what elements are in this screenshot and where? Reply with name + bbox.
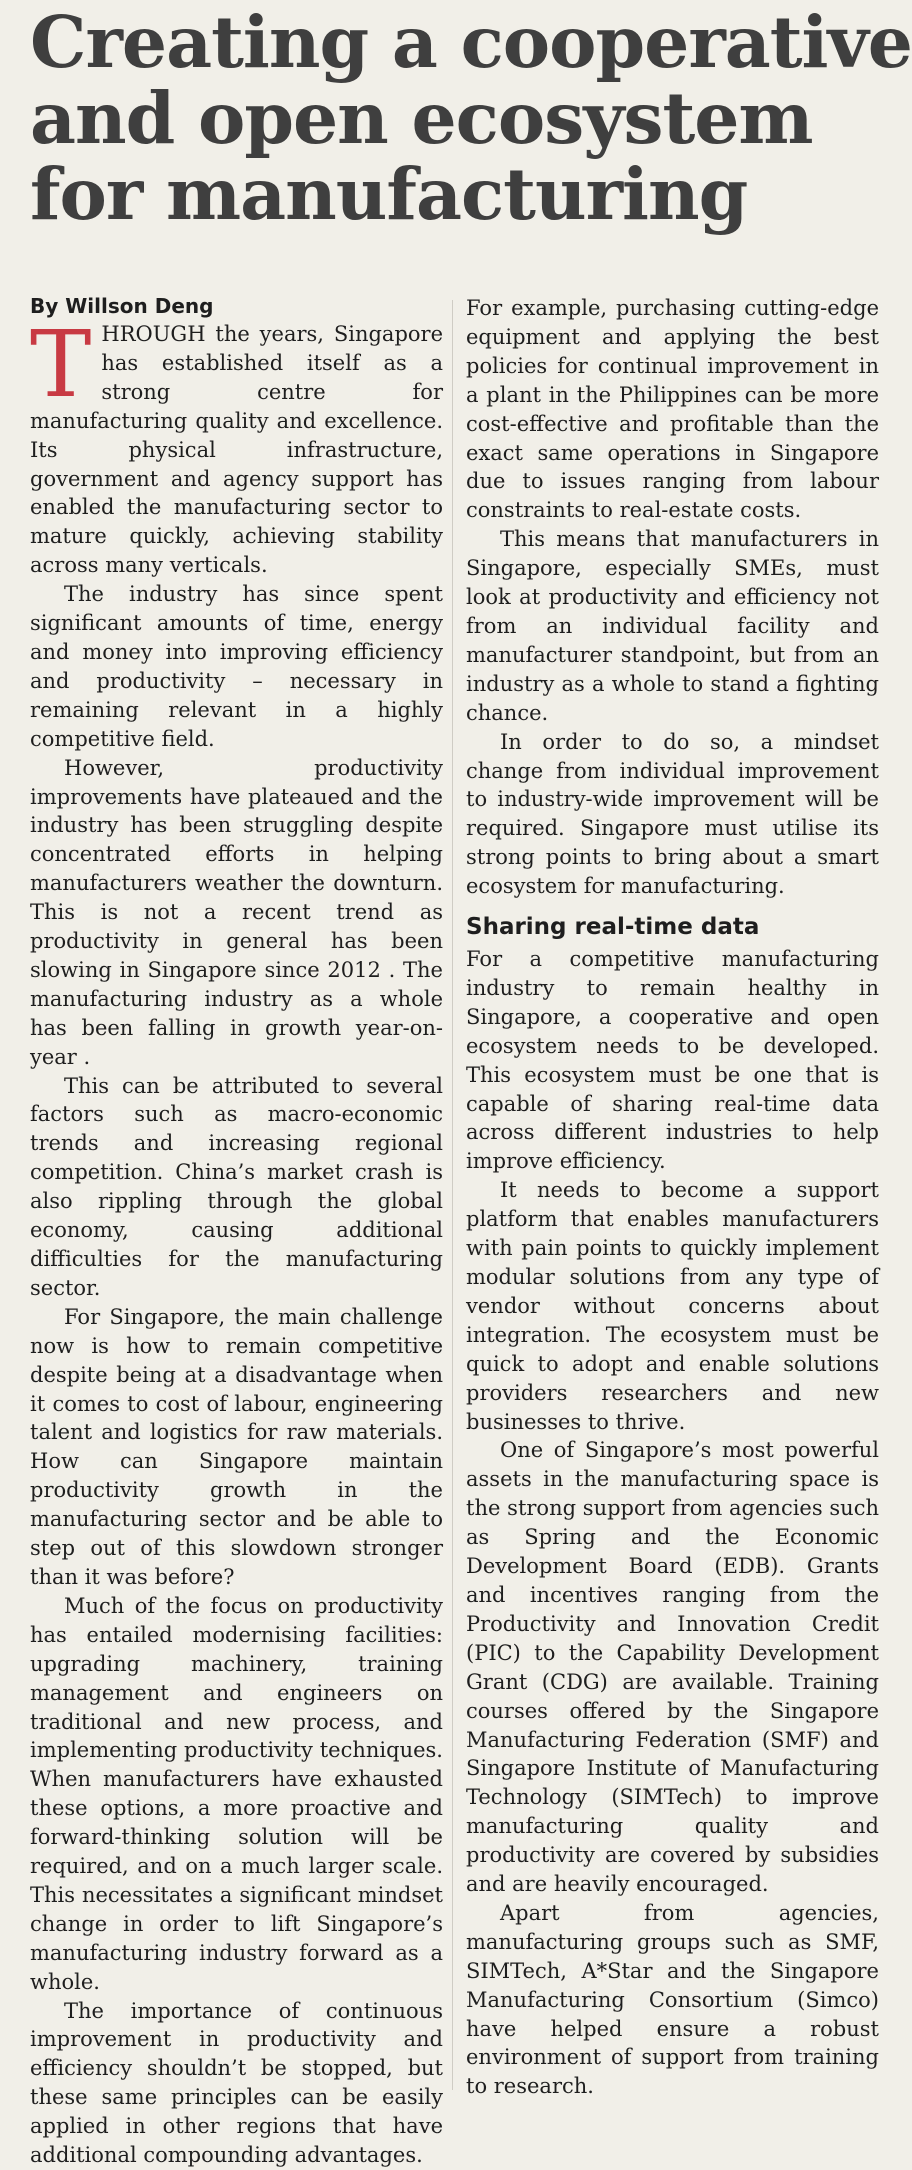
column-divider [452, 300, 453, 2090]
paragraph: For example, purchasing cutting-edge equipment and applying the best policies for continual improvement in a plant in the Philippines can be more cost-effective and profitable than the exact same operations in Singapore due to issues ranging from labour constraints to real-estate costs. [466, 296, 879, 523]
section-subhead: Sharing real-time data [466, 914, 760, 941]
paragraph: One of Singapore’s most powerful assets in the manufacturing space is the strong support from agencies such as Spring and the Economic Development Board (EDB). Grants and incentives ranging from the Productivity and Innovation Credit (PIC) to the Capability Development Grant (CDG) are available. Training courses offered by the Singapore Manufacturing Federation (SMF) and Singapore Institute of Manufacturing Technology (SIMTech) to improve manufacturing quality and productivity are covered by subsidies and are heavily encouraged. [466, 1438, 879, 1897]
byline: By Willson Deng [30, 294, 214, 318]
paragraph: Much of the focus on productivity has entailed modernising facilities: upgrading machinery, training management and engineers on traditional and new process, and implementing productivity techniques. When manufacturers have exhausted these options, a more proactive and forward-thinking solution will be required, and on a much larger scale. This necessitates a significant mindset change in order to lift Singapore’s manufacturing industry forward as a whole. [30, 1593, 443, 1994]
drop-cap: T [30, 311, 92, 418]
headline-line-3: for manufacturing [30, 152, 748, 236]
paragraph: Apart from agencies, manufacturing groups such as SMF, SIMTech, A*Star and the Singapore Manufacturing Consortium (Simco) have helped ensure a robust environment of support from training to research. [466, 1900, 879, 2099]
headline-line-1: Creating a cooperative [30, 0, 912, 84]
lead-paragraph-text: HROUGH the years, Singapore has established itself as a strong centre for manufacturing quality and excellence. Its physical infrastructure, government and agency support has enabled the manufacturing sector to mature quickly, achieving stability across many verticals. [30, 322, 443, 578]
lead-paragraph [30, 311, 443, 580]
paragraph: In order to do so, a mindset change from individual improvement to industry-wide improvement will be required. Singapore must utilise its strong points to bring about a smart ecosystem for manufacturing. [466, 729, 879, 899]
paragraph: However, productivity improvements have plateaued and the industry has been struggling despite concentrated efforts in helping manufacturers weather the downturn. This is not a recent trend as productivity in general has been slowing in Singapore since 2012 . The manufacturing industry as a whole has been falling in growth year-on-year . [30, 755, 443, 1069]
paragraph: The importance of continuous improvement in productivity and efficiency shouldn’t be stopped, but these same principles can be easily applied in other regions that have additional compounding advantages. [30, 1998, 443, 2168]
right-column [466, 294, 879, 2101]
left-column [30, 292, 443, 2170]
paragraph: For a competitive manufacturing industry to remain healthy in Singapore, a cooperative and open ecosystem needs to be developed. This ecosystem must be one that is capable of sharing real-time data across different industries to help improve efficiency. [466, 947, 879, 1174]
headline-line-2: and open ecosystem [30, 76, 813, 160]
paragraph: This can be attributed to several factors such as macro-economic trends and increasing regional competition. China’s market crash is also rippling through the global economy, causing additional difficulties for the manufacturing sector. [30, 1073, 443, 1300]
paragraph: The industry has since spent significant amounts of time, energy and money into improving efficiency and productivity – necessary in remaining relevant in a highly competitive field. [30, 582, 443, 751]
paragraph: This means that manufacturers in Singapore, especially SMEs, must look at productivity and efficiency not from an individual facility and manufacturer standpoint, but from an industry as a whole to stand a fighting chance. [466, 527, 879, 725]
paragraph: It needs to become a support platform that enables manufacturers with pain points to quickly implement modular solutions from any type of vendor without concerns about integration. The ecosystem must be quick to adopt and enable solutions providers researchers and new businesses to thrive. [466, 1178, 879, 1434]
paragraph: For Singapore, the main challenge now is how to remain competitive despite being at a disadvantage when it comes to cost of labour, engineering talent and logistics for raw materials. How can Singapore maintain productivity growth in the manufacturing sector and be able to step out of this slowdown stronger than it was before? [30, 1304, 443, 1589]
headline [30, 0, 912, 236]
